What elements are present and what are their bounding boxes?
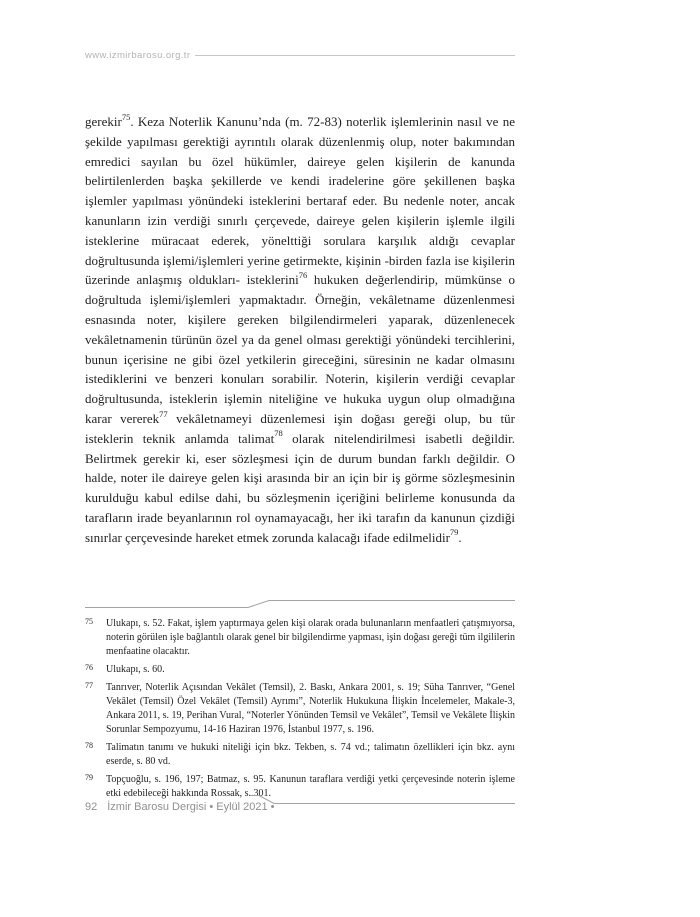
footnote-separator-rule [85, 596, 515, 610]
footnote-text: Tanrıver, Noterlik Açısından Vekâlet (Temsil), 2. Baskı, Ankara 2001, s. 19; Süha Tanrıver, “Genel Vekâlet (Temsil) Özel Vekâlet (Temsil) Ayrımı”, Noterlik Hukukuna İlişkin İncelemeler, Makale-3, Ankara 2011, s. 19, Perihan Vural, “Noterler Yönünden Temsil ve Vekâlet”, Temsil ve Vekâlete İlişkin Sorunlar Sempozyumu, 14-16 Haziran 1976, İstanbul 1977, s. 196. [106, 682, 515, 735]
footnote-number: 76 [85, 663, 93, 672]
footnote-item-77 [85, 681, 515, 737]
footnote-item-76 [85, 663, 515, 677]
footnote-ref-79: 79 [449, 527, 459, 538]
footnote-number: 77 [85, 681, 93, 690]
header-rule [195, 55, 515, 56]
footnote-ref-78: 78 [274, 428, 283, 439]
footnote-number: 75 [85, 617, 93, 626]
footer-journal-title: İzmir Barosu Dergisi • Eylül 2021 • [107, 801, 275, 813]
header-url: www.izmirbarosu.org.tr [85, 50, 191, 61]
footnotes-section [85, 617, 515, 805]
footer-page-number: 92 [85, 801, 98, 813]
footnote-text: Ulukapı, s. 60. [106, 664, 165, 675]
body-paragraph: gerekir$^{75}$. Keza Noterlik Kanunu’nda (m. 72-83) noterlik işlemlerinin nasıl ve ne şekilde yapılması gerektiği ayrıntılı olarak düzenlenmiş olup, noter bakımından emredici sayılan bu özel hükümler, daireye gelen kişilerin de kanunda belirtilenlerden başka şekillerde ve kendi iradelerine göre şekillenen başka işlemler yapılması yönündeki isteklerini bertaraf eder. Bu nedenle noter, ancak kanunların izin verdiği sınırlı çerçevede, daireye gelen kişilerin işlemle ilgili isteklerine müracaat ederek, yönelttiği sorulara karşılık aldığı cevaplar doğrultusunda işlemi/işlemleri yerine getirmekte, kişinin -birden fazla ise kişilerin üzerinde anlaşmış oldukları- isteklerini$^{76}$ hukuken değerlendirip, mümkünse o doğrultuda işlemi/işlemleri yapmaktadır. Örneğin, vekâletname düzenlenmesi esnasında noter, kişilere gereken bilgilendirmeleri yaparak, düzenlenecek vekâletnamenin türünün özel ya da genel olması gerektiği yönündeki tercihlerini, bunun içerisine ne gibi özel yetkilerin gireceğini, süresinin ne kadar olmasını istediklerini ve benzeri konuları sorabilir. Noterin, kişilerin verdiği cevaplar doğrultusunda, isteklerin işlemin niteliğine ve hukuka uygun olup olmadığına karar vererek$^{77}$ vekâletnameyi düzenlemesi işin doğası gereği olup, bu tür isteklerin teknik anlamda talimat$^{78}$ olarak nitelendirilmesi isabetli değildir. Belirtmek gerekir ki, eser sözleşmesi için de durum bundan farklı değildir. O halde, noter ile daireye gelen kişi arasında bir an için bir iş görme sözleşmesinin kurulduğu kabul edilse dahi, bu sözleşmenin içeriğini belirleme konusunda da tarafların irade beyanlarının rol oynamayacağı, her iki tarafın da kanunun çizdiği sınırlar çerçevesinde hareket etmek zorunda kalacağı ifade edilmelidir$^{79}$. [85, 112, 515, 545]
footnote-ref-75: 75 [121, 112, 131, 122]
footnote-text: Ulukapı, s. 52. Fakat, işlem yaptırmaya gelen kişi olarak orada bulunanların menfaatleri çatışmıyorsa, noterin görülen işle bağlantılı olarak genel bir bilgilendirme yapması, işin doğası gereği tüm ilgililerin menfaatine olacaktır. [106, 618, 515, 657]
page-footer [85, 801, 515, 813]
page-header [85, 50, 515, 61]
footnote-number: 78 [85, 741, 93, 750]
footnote-item-78 [85, 741, 515, 769]
footnote-text: Topçuoğlu, s. 196, 197; Batmaz, s. 95. Kanunun taraflara verdiği yetki çerçevesinde noterin işleme etki edebileceği hakkında Rossak, s. 301. [106, 774, 515, 799]
footnote-item-75 [85, 617, 515, 659]
footnote-ref-77: 77 [159, 408, 168, 419]
footnote-text: Talimatın tanımı ve hukuki niteliği için bkz. Tekben, s. 74 vd.; talimatın özellikleri için bkz. aynı eserde, s. 80 vd. [106, 742, 515, 767]
footnote-ref-76: 76 [298, 270, 308, 281]
body-text-column [85, 112, 515, 548]
footnote-number: 79 [85, 773, 93, 782]
